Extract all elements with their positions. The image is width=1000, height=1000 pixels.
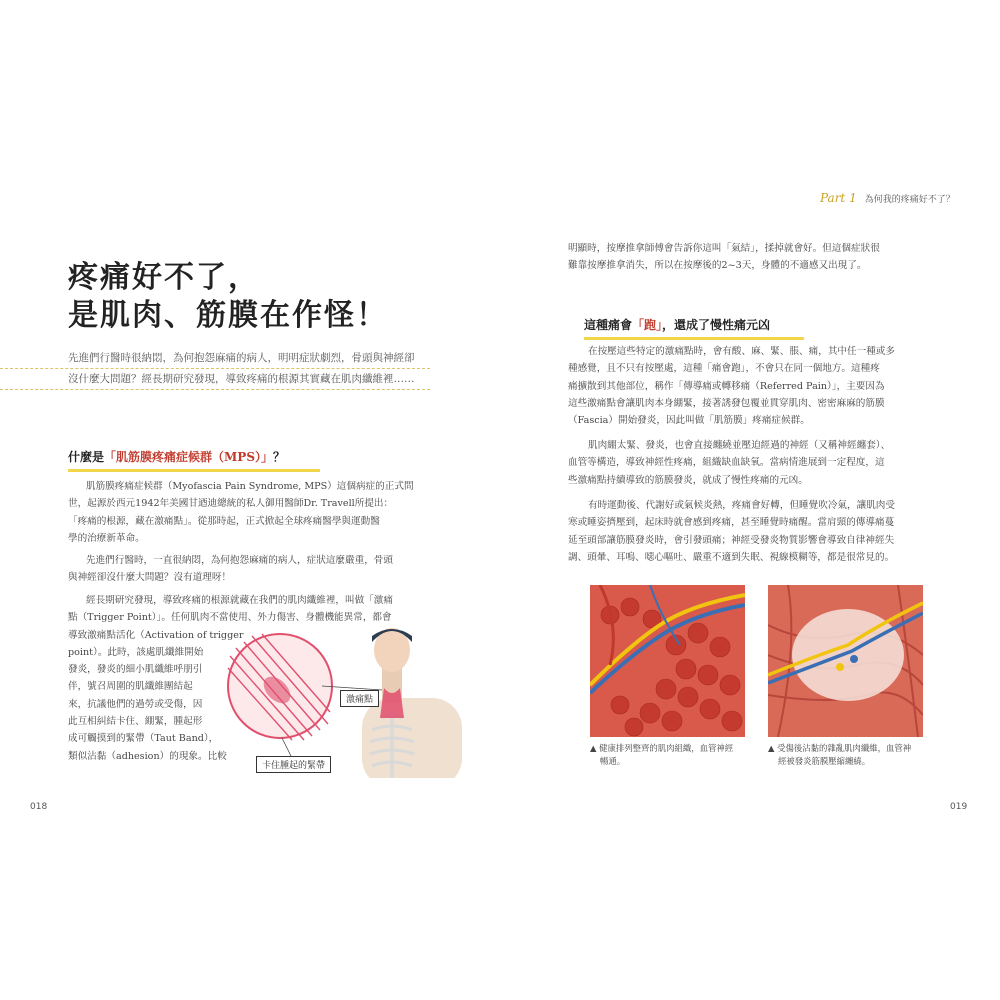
paragraph (568, 437, 938, 489)
caption-line: 經被發炎筋膜壓縮纏繞。 (778, 756, 871, 766)
paragraph (568, 240, 938, 275)
heading-text: 什麼是 (68, 450, 105, 464)
intro-block (0, 348, 430, 390)
text-line: 此互相糾結卡住、綳緊，腫起形 (68, 716, 203, 728)
text-line: 來，抗議他們的過勞或受傷，因 (68, 698, 203, 710)
running-header (820, 191, 980, 207)
paragraph (68, 552, 432, 587)
text-line: point）。此時，該處肌纖維開始 (68, 646, 204, 658)
label-trigger-point: 激痛點 (340, 690, 379, 707)
text-line: 世，起源於西元1942年美國甘迺迪總統的私人御用醫師Dr. Travell所提出： (68, 498, 394, 510)
text-line: 難靠按摩推拿消失，所以在按摩後的2~3天，身體的不適感又出現了。 (568, 260, 867, 272)
intro-line: 沒什麼大問題？經長期研究發現，導致疼痛的根源其實藏在肌肉纖維裡…… (0, 369, 430, 390)
text-line: 「疼痛的根源，藏在激痛點」。從那時起，正式掀起全球疼痛醫學與運動醫 (68, 515, 380, 527)
muscle-fiber-closeup (228, 634, 332, 740)
text-line: （Fascia）開始發炎，因此叫做「肌筋膜」疼痛症候群。 (568, 415, 810, 427)
text-line: 發炎，發炎的細小肌纖維呼朋引 (68, 664, 203, 676)
section-heading-referred-pain (584, 316, 804, 340)
text-line: 在按壓這些特定的激痛點時，會有酸、麻、緊、脹、痛，其中任一種或多 (588, 346, 895, 357)
heading-text: ，還成了慢性痛元凶 (662, 318, 771, 332)
text-line: 與神經卻沒什麼大問題？沒有道理呀！ (68, 572, 232, 584)
text-line: 明顯時，按摩推拿師傅會告訴你這叫「氣結」，揉掉就會好。但這個症狀很 (568, 243, 880, 254)
heading-text: ？ (273, 450, 286, 464)
heading-highlight: 「肌筋膜疼痛症候群（MPS）」 (104, 450, 273, 464)
page-title-line1: 疼痛好不了， (68, 260, 260, 295)
heading-highlight: 「跑」 (632, 318, 663, 332)
text-line: 伴，號召周圍的肌纖維團結起 (68, 681, 193, 693)
caption-injured-muscle (768, 742, 933, 768)
text-line: 些激痛點持續導致的筋膜發炎，就成了慢性疼痛的元凶。 (568, 474, 808, 486)
text-line: 經長期研究發現，導致疼痛的根源就藏在我們的肌肉纖維裡，叫做「激痛 (86, 595, 393, 606)
text-line: 肌筋膜疼痛症候群（Myofascia Pain Syndrome, MPS）這個病症的正式問 (86, 481, 414, 492)
text-line: 點（Trigger Point）」。任何肌肉不當使用、外力傷害、身體機能異常，都會 (68, 612, 392, 624)
caption-line: ▲ 健康排列整齊的肌肉組織，血管神經 (590, 743, 734, 753)
section-heading-mps (68, 448, 320, 472)
injured-muscle-image (768, 585, 923, 737)
text-line: 調、頭暈、耳鳴、噁心嘔吐、嚴重不適到失眠、視線模糊等，都是很常見的。 (568, 551, 895, 563)
page-number-left: 018 (30, 802, 48, 812)
heading-text: 這種痛會 (584, 318, 633, 332)
text-line: 寒或睡姿擠壓到，起床時就會感到疼痛，甚至睡覺時痛醒。當肩頸的傳導痛蔓 (568, 517, 895, 529)
text-line: 類似沾黏（adhesion）的現象。比較 (68, 750, 227, 762)
text-line: 肌肉綳太緊、發炎，也會直接纏繞並壓迫經過的神經（又稱神經纏套）、 (588, 440, 891, 451)
page-number-right: 019 (950, 802, 968, 812)
intro-line: 先進們行醫時很納悶，為何抱怨麻痛的病人，明明症狀劇烈，骨頭與神經卻 (0, 348, 430, 369)
paragraph (568, 497, 938, 566)
chapter-title: 為何我的疼痛好不了？ (864, 195, 955, 205)
page-title-line2: 是肌肉、筋膜在作怪！ (68, 298, 388, 333)
text-line: 導致激痛點活化（Activation of trigger (68, 629, 244, 641)
part-label: Part 1 (820, 191, 857, 205)
label-taut-band: 卡住腫起的緊帶 (256, 756, 331, 773)
text-line: 先進們行醫時，一直很納悶，為何抱怨麻痛的病人，症狀這麼嚴重，骨頭 (86, 555, 393, 566)
caption-line: ▲ 受傷後沾黏的雜亂肌肉纖維，血管神 (768, 743, 912, 753)
caption-line: 暢通。 (600, 756, 626, 766)
text-line: 延至頭部讓筋膜發炎時，會引發頭痛；神經受發炎物質影響會導致自律神經失 (568, 534, 895, 546)
text-line: 學的治療新革命。 (68, 532, 145, 544)
text-line: 成可觸摸到的緊帶（Taut Band）， (68, 733, 219, 745)
text-line: 痛擴散到其他部位，稱作「傳導痛或轉移痛（Referred Pain）」，主要因為 (568, 380, 885, 392)
text-line: 有時運動後、代謝好或氣候炎熱，疼痛會好轉，但睡覺吹冷氣，讓肌肉受 (588, 500, 895, 511)
text-line: 這些激痛點會讓肌肉本身綳緊，接著誘發包覆並貫穿肌肉、密密麻麻的筋膜 (568, 397, 885, 409)
healthy-muscle-image (590, 585, 745, 737)
text-line: 種感覺，且不只有按壓處，這種「痛會跑」，不會只在同一個地方。這種疼 (568, 363, 880, 375)
paragraph (68, 478, 432, 547)
paragraph (568, 343, 938, 429)
text-line: 血管等構造，導致神經性疼痛，組織缺血缺氧。當病情進展到一定程度，這 (568, 457, 885, 469)
caption-healthy-muscle (590, 742, 750, 768)
